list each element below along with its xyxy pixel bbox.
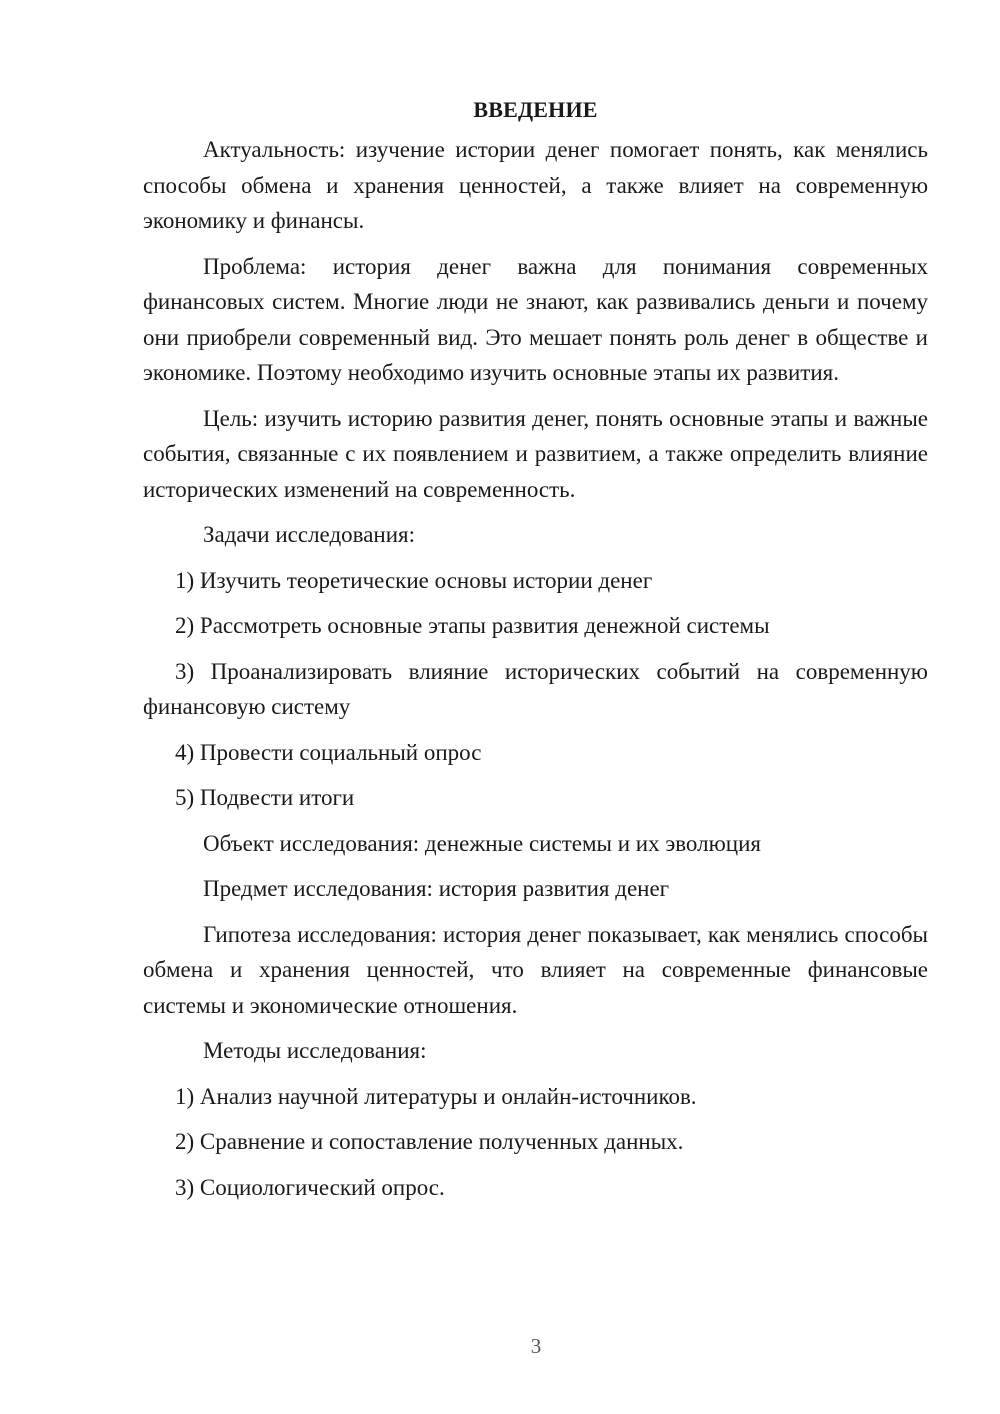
relevance-paragraph: Актуальность: изучение истории денег помогает понять, как менялись способы обмена и хранения ценностей, а также влияет на современную экономику и финансы. [143,137,928,233]
tasks-title: Задачи исследования: [203,522,416,547]
task-item: 3) Проанализировать влияние исторических событий на современную финансовую систему [143,658,928,719]
object-line: Объект исследования: денежные системы и их эволюция [203,830,761,856]
task-item: 5) Подвести итоги [175,785,355,810]
document-page [143,92,928,1215]
hypothesis-paragraph: Гипотеза исследования: история денег показывает, как менялись способы обмена и хранения ценностей, что влияет на современные финансовые системы и экономические отношения. [143,921,928,1018]
goal-paragraph: Цель: изучить историю развития денег, понять основные этапы и важные события, связанные с их появлением и развитием, а также определить влияние исторических изменений на современность. [143,405,928,502]
method-item: 2) Сравнение и сопоставление полученных данных. [175,1129,684,1154]
section-heading: ВВЕДЕНИЕ [473,97,598,122]
task-item: 2) Рассмотреть основные этапы развития денежной системы [175,613,770,638]
method-item: 1) Анализ научной литературы и онлайн-источников. [175,1083,697,1109]
problem-paragraph: Проблема: история денег важна для понимания современных финансовых систем. Многие люди не знают, как развивались деньги и почему они приобрели современный вид. Это мешает понять роль денег в обществе и экономике. Поэтому необходимо изучить основные этапы их развития. [143,253,928,385]
methods-title: Методы исследования: [203,1038,427,1063]
subject-line: Предмет исследования: история развития денег [203,876,670,901]
task-item: 4) Провести социальный опрос [175,739,482,765]
page-number: 3 [530,1334,542,1358]
task-item: 1) Изучить теоретические основы истории денег [175,567,653,593]
method-item: 3) Социологический опрос. [175,1174,445,1200]
